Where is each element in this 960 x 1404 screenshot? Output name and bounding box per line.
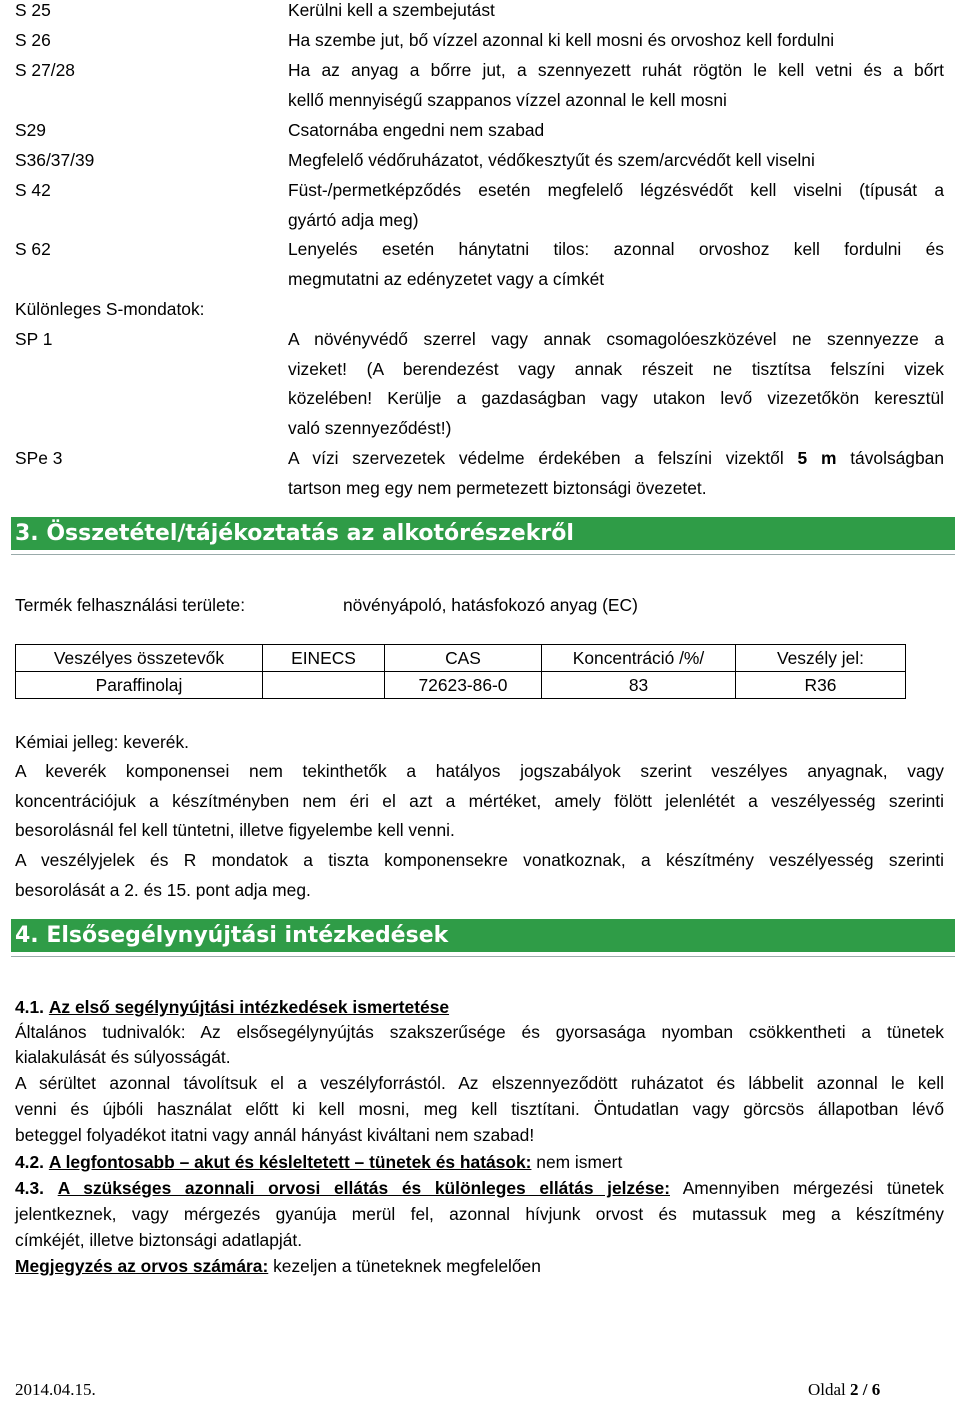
usage-label: Termék felhasználási területe: xyxy=(15,595,246,615)
s-code: S36/37/39 xyxy=(15,150,95,170)
subsection-4-2: 4.2. A legfontosabb – akut és késleltetett – tünetek és hatások: nem ismert xyxy=(15,1152,623,1172)
para-line: A veszélyjelek és R mondatok a tiszta komponensekre vonatkoznak, a készítmény veszélyesség szerinti xyxy=(15,850,944,870)
s-text: Lenyelés esetén hánytatni tilos: azonnal orvoshoz kell fordulni és xyxy=(288,239,944,259)
table-header-row xyxy=(16,645,906,672)
s-text: kellő mennyiségű szappanos vízzel azonnal le kell mosni xyxy=(288,90,727,110)
para-line: venni és újbóli használat előtt ki kell mosni, meg kell tisztítani. Öntudatlan vagy görcsös állapotban lévő xyxy=(15,1099,944,1119)
heading-divider xyxy=(11,554,955,555)
table-cell: 72623-86-0 xyxy=(385,672,542,699)
para-line: jelentkeznek, vagy mérgezés gyanúja merül fel, azonnal hívjunk orvost és mutassuk meg a készítmény xyxy=(15,1204,944,1224)
s-code: S 27/28 xyxy=(15,60,75,80)
footer-date: 2014.04.15. xyxy=(15,1380,96,1399)
s-text: megmutatni az edényzetet vagy a címkét xyxy=(288,269,605,289)
para-line: Általános tudnivalók: Az elsősegélynyújtás szakszerűsége és gyorsasága nyomban csökkentheti a tünetek xyxy=(15,1022,944,1042)
spe3-text: tartson meg egy nem permetezett biztonsági övezetet. xyxy=(288,478,707,498)
sp1-text: való szennyeződést!) xyxy=(288,418,452,438)
chem-nature: Kémiai jelleg: keverék. xyxy=(15,732,189,752)
para-line: beteggel folyadékot itatni vagy annál hányást kiváltani nem szabad! xyxy=(15,1125,535,1145)
section-4-heading: 4. Elsősegélynyújtási intézkedések xyxy=(11,919,955,952)
s-text: Ha szembe jut, bő vízzel azonnal ki kell mosni és orvoshoz kell fordulni xyxy=(288,30,835,50)
s-code: S29 xyxy=(15,120,46,140)
table-row xyxy=(16,672,906,699)
table-header: Veszélyes összetevők xyxy=(16,645,263,672)
footer-page: Oldal 2 / 6 xyxy=(808,1380,881,1399)
para-line: koncentrációjuk a készítményben nem éri el azt a mértéket, amely fölött jelenlétét a veszélyesség szerinti xyxy=(15,791,944,811)
table-header: Koncentráció /%/ xyxy=(542,645,736,672)
s-text: Kerülni kell a szembejutást xyxy=(288,0,495,20)
para-line: besorolásnál fel kell tüntetni, illetve figyelembe kell venni. xyxy=(15,820,455,840)
s-code: S 42 xyxy=(15,180,51,200)
s-text: Csatornába engedni nem szabad xyxy=(288,120,545,140)
s-text: Füst-/permetképződés esetén megfelelő légzésvédőt kell viselni (típusát a xyxy=(288,180,944,200)
heading-divider xyxy=(11,956,955,957)
sp1-text: A növényvédő szerrel vagy annak csomagolóeszközével ne szennyezze a xyxy=(288,329,944,349)
table-cell: 83 xyxy=(542,672,736,699)
subsection-4-3: 4.3. A szükséges azonnali orvosi ellátás és különleges ellátás jelzése: Amennyiben mérgezési tünetek xyxy=(15,1178,944,1198)
sp1-code: SP 1 xyxy=(15,329,53,349)
section-3-heading: 3. Összetétel/tájékoztatás az alkotórészekről xyxy=(11,517,955,550)
para-line: A sérültet azonnal távolítsuk el a veszélyforrástól. Az elszennyeződött ruházatot és lábbelit azonnal le kell xyxy=(15,1073,944,1093)
para-line: címkéjét, illetve biztonsági adatlapját. xyxy=(15,1230,303,1250)
table-header: Veszély jel: xyxy=(736,645,906,672)
table-cell xyxy=(263,672,385,699)
para-line: besorolását a 2. és 15. pont adja meg. xyxy=(15,880,311,900)
s-code: S 62 xyxy=(15,239,51,259)
sp1-text: közelében! Kerülje a gazdaságban vagy utakon levő vizezetőkön keresztül xyxy=(288,388,944,408)
para-line: kialakulását és súlyosságát. xyxy=(15,1047,231,1067)
spe3-code: SPe 3 xyxy=(15,448,63,468)
subsection-4-1-title: 4.1. Az első segélynyújtási intézkedések ismertetése xyxy=(15,997,450,1017)
table-cell: R36 xyxy=(736,672,906,699)
composition-table xyxy=(15,644,906,699)
special-s-title: Különleges S-mondatok: xyxy=(15,299,205,319)
s-text: Megfelelő védőruházatot, védőkesztyűt és szem/arcvédőt kell viselni xyxy=(288,150,815,170)
s-code: S 25 xyxy=(15,0,51,20)
doctor-note: Megjegyzés az orvos számára: kezeljen a tüneteknek megfelelően xyxy=(15,1256,541,1276)
sp1-text: vizeket! (A berendezést vagy annak részeit ne tisztítsa felszíni vizek xyxy=(288,359,944,379)
table-header: CAS xyxy=(385,645,542,672)
s-code: S 26 xyxy=(15,30,51,50)
s-text: gyártó adja meg) xyxy=(288,210,419,230)
table-header: EINECS xyxy=(263,645,385,672)
para-line: A keverék komponensei nem tekinthetők a hatályos jogszabályok szerint veszélyes anyagnak, vagy xyxy=(15,761,944,781)
spe3-text: A vízi szervezetek védelme érdekében a felszíni vizektől 5 m távolságban xyxy=(288,448,944,468)
s-text: Ha az anyag a bőrre jut, a szennyezett ruhát rögtön le kell vetni és a bőrt xyxy=(288,60,944,80)
usage-value: növényápoló, hatásfokozó anyag (EC) xyxy=(343,595,638,615)
table-cell: Paraffinolaj xyxy=(16,672,263,699)
